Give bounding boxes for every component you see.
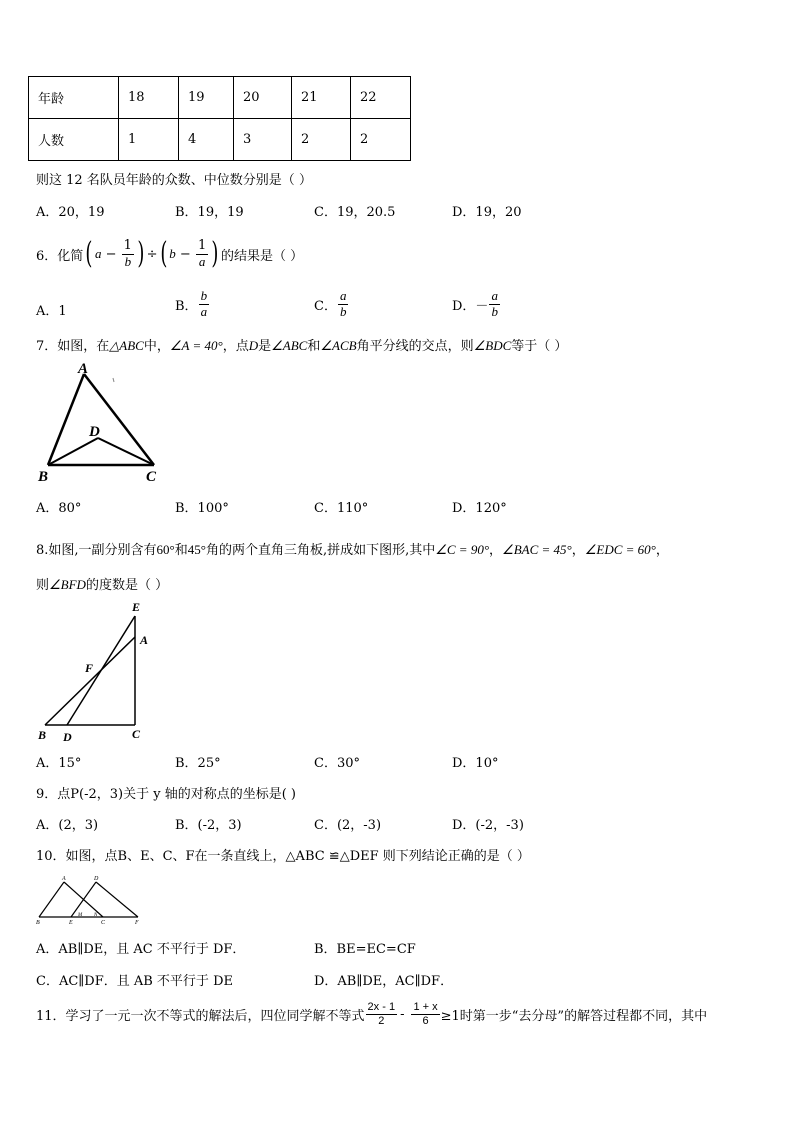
denominator: 2 (378, 1014, 385, 1027)
math-segment: ∠EDC = 60° (584, 542, 656, 557)
q5-option-b[interactable]: B．19，19 (175, 205, 244, 220)
q11-suffix: ≥1时第一步“去分母”的解答过程都不同，其中 (440, 1008, 708, 1024)
fraction: $\frac{a}{b}$ (491, 288, 498, 319)
label-a: A (140, 633, 149, 647)
text-segment: 7．如图，在 (36, 339, 110, 354)
fraction (366, 1001, 398, 1027)
text-segment: 则 (36, 578, 50, 593)
numerator: 1 + x (413, 1000, 438, 1013)
q7-option-a[interactable]: A．80° (36, 501, 82, 516)
question-9-text: 9．点P(-2，3)关于 y 轴的对称点的坐标是( ) (36, 787, 296, 802)
label-d: D (89, 424, 100, 440)
divide-sign: ÷ (146, 246, 158, 262)
q9-option-c[interactable]: C．(2，-3) (314, 818, 382, 833)
q8-option-c[interactable]: C．30° (314, 756, 360, 771)
text-segment: 是 (258, 339, 272, 354)
label-e: E (69, 920, 73, 926)
math-var: b (169, 246, 176, 261)
fraction: $\frac{1}{b}$ (123, 237, 132, 269)
label-e: E (132, 600, 141, 614)
text-segment: ， (655, 543, 669, 558)
label-b: B (38, 728, 47, 742)
q10-option-b[interactable]: B．BE=EC=CF (314, 942, 416, 957)
table-cell: 4 (179, 119, 234, 161)
math-segment: ∠BDC (473, 338, 512, 353)
q9-option-d[interactable]: D．(-2，-3) (452, 818, 524, 833)
q8-option-b[interactable]: B．25° (175, 756, 221, 771)
text-segment: 等于（ ） (511, 339, 568, 354)
congruent-triangles-figure (34, 870, 144, 926)
label-c: C (101, 920, 106, 926)
minus-sign: − (175, 246, 195, 262)
table-cell: 22 (351, 77, 411, 119)
text-segment: 中， (143, 339, 170, 354)
table-cell: 1 (119, 119, 179, 161)
label-a: A (78, 361, 89, 377)
text-segment: 角平分线的交点，则 (356, 339, 474, 354)
fraction: $\frac{1}{a}$ (197, 237, 207, 269)
math-segment: △ABC (109, 338, 144, 353)
set-square-figure (30, 596, 160, 746)
table-row (29, 119, 411, 161)
label-d: D (63, 730, 72, 744)
table-cell: 18 (119, 77, 179, 119)
math-var: a (95, 246, 102, 261)
triangle-abc-figure (30, 358, 170, 488)
question-11 (36, 997, 707, 1031)
q6-option-c[interactable] (314, 289, 349, 320)
left-paren: ( (85, 236, 93, 271)
math-segment: ∠BAC = 45° (502, 542, 572, 557)
text-segment: 的度数是（ ） (85, 578, 169, 593)
label-m: M (78, 913, 83, 918)
table-cell: 2 (292, 119, 351, 161)
q10-option-c[interactable]: C．AC∥DF．且 AB 不平行于 DE (36, 974, 233, 989)
label-f: F (135, 920, 139, 926)
q8-option-d[interactable]: D．10° (452, 756, 499, 771)
text-segment: ， (489, 543, 503, 558)
right-paren: ) (211, 236, 219, 271)
text-segment: 和 (174, 543, 188, 558)
label-d: D (94, 876, 99, 882)
option-label: D．－ (452, 298, 489, 314)
math-segment: 60° (156, 542, 175, 557)
option-label: B． (175, 298, 198, 314)
q8-option-a[interactable]: A．15° (36, 756, 82, 771)
q6-option-a[interactable]: A．1 (36, 304, 67, 319)
text-segment: 8.如图,一副分别含有 (36, 543, 157, 558)
minus-sign: − (101, 246, 121, 262)
label-n: N (94, 913, 98, 918)
math-segment: 45° (187, 542, 206, 557)
math-segment: D (248, 338, 259, 353)
text-segment: ，点 (222, 339, 249, 354)
right-paren: ) (137, 236, 145, 271)
text-segment: 和 (307, 339, 321, 354)
text-segment: ， (571, 543, 585, 558)
denominator: 6 (422, 1014, 429, 1027)
label-c: C (146, 469, 157, 485)
q6-prefix: 6．化简 (36, 248, 84, 264)
q10-option-d[interactable]: D．AB∥DE，AC∥DF． (314, 974, 454, 989)
math-segment: ∠ABC (271, 338, 308, 353)
q6-option-d[interactable] (452, 289, 501, 320)
math-segment: ∠ACB (320, 338, 357, 353)
question-10-text: 10．如图，点B、E、C、F在一条直线上，△ABC ≌△DEF 则下列结论正确的是（ ） (36, 849, 530, 864)
question-8-line-2 (36, 574, 168, 593)
fraction: $\frac{a}{b}$ (339, 288, 347, 319)
option-label: C． (314, 298, 337, 314)
label-a: A (62, 876, 66, 882)
numerator: 2x - 1 (367, 1000, 396, 1013)
q7-option-d[interactable]: D．120° (452, 501, 507, 516)
label-c: C (132, 727, 141, 741)
q11-prefix: 11．学习了一元一次不等式的解法后，四位同学解不等式 (36, 1008, 365, 1024)
table-cell: 21 (292, 77, 351, 119)
q7-option-c[interactable]: C．110° (314, 501, 369, 516)
question-5-text: 则这 12 名队员年龄的众数、中位数分别是（ ） (36, 173, 312, 188)
q5-option-c[interactable]: C．19，20.5 (314, 205, 396, 220)
label-f: F (85, 661, 94, 675)
text-segment: 角的两个直角三角板,拼成如下图形,其中 (205, 543, 436, 558)
q5-option-d[interactable]: D．19，20 (452, 205, 522, 220)
table-header-cell: 年龄 (29, 77, 119, 119)
q9-option-a[interactable]: A．(2，3) (36, 818, 99, 833)
fraction (411, 1001, 439, 1027)
q10-option-a[interactable]: A．AB∥DE，且 AC 不平行于 DF． (36, 942, 246, 957)
q6-suffix: 的结果是（ ） (220, 248, 304, 264)
q7-option-b[interactable]: B．100° (175, 501, 229, 516)
q6-option-b[interactable] (175, 289, 210, 320)
question-6 (36, 233, 303, 275)
table-header-cell: 人数 (29, 119, 119, 161)
math-segment: ∠BFD (49, 577, 86, 592)
question-7-text (36, 335, 567, 354)
question-8-line-1 (36, 539, 669, 558)
label-b: B (38, 469, 49, 485)
left-paren: ( (159, 236, 167, 271)
math-segment: ∠C = 90° (435, 542, 490, 557)
table-cell: 20 (234, 77, 292, 119)
q5-option-a[interactable]: A．20，19 (36, 205, 105, 220)
fraction: $\frac{b}{a}$ (200, 288, 208, 319)
math-segment: ∠A = 40° (169, 338, 223, 353)
minus-sign: - (400, 1006, 405, 1022)
table-cell: 3 (234, 119, 292, 161)
table-cell: 2 (351, 119, 411, 161)
table-cell: 19 (179, 77, 234, 119)
q9-option-b[interactable]: B．(-2，3) (175, 818, 242, 833)
table-row (29, 77, 411, 119)
label-b: B (36, 920, 40, 926)
age-table (28, 76, 411, 161)
